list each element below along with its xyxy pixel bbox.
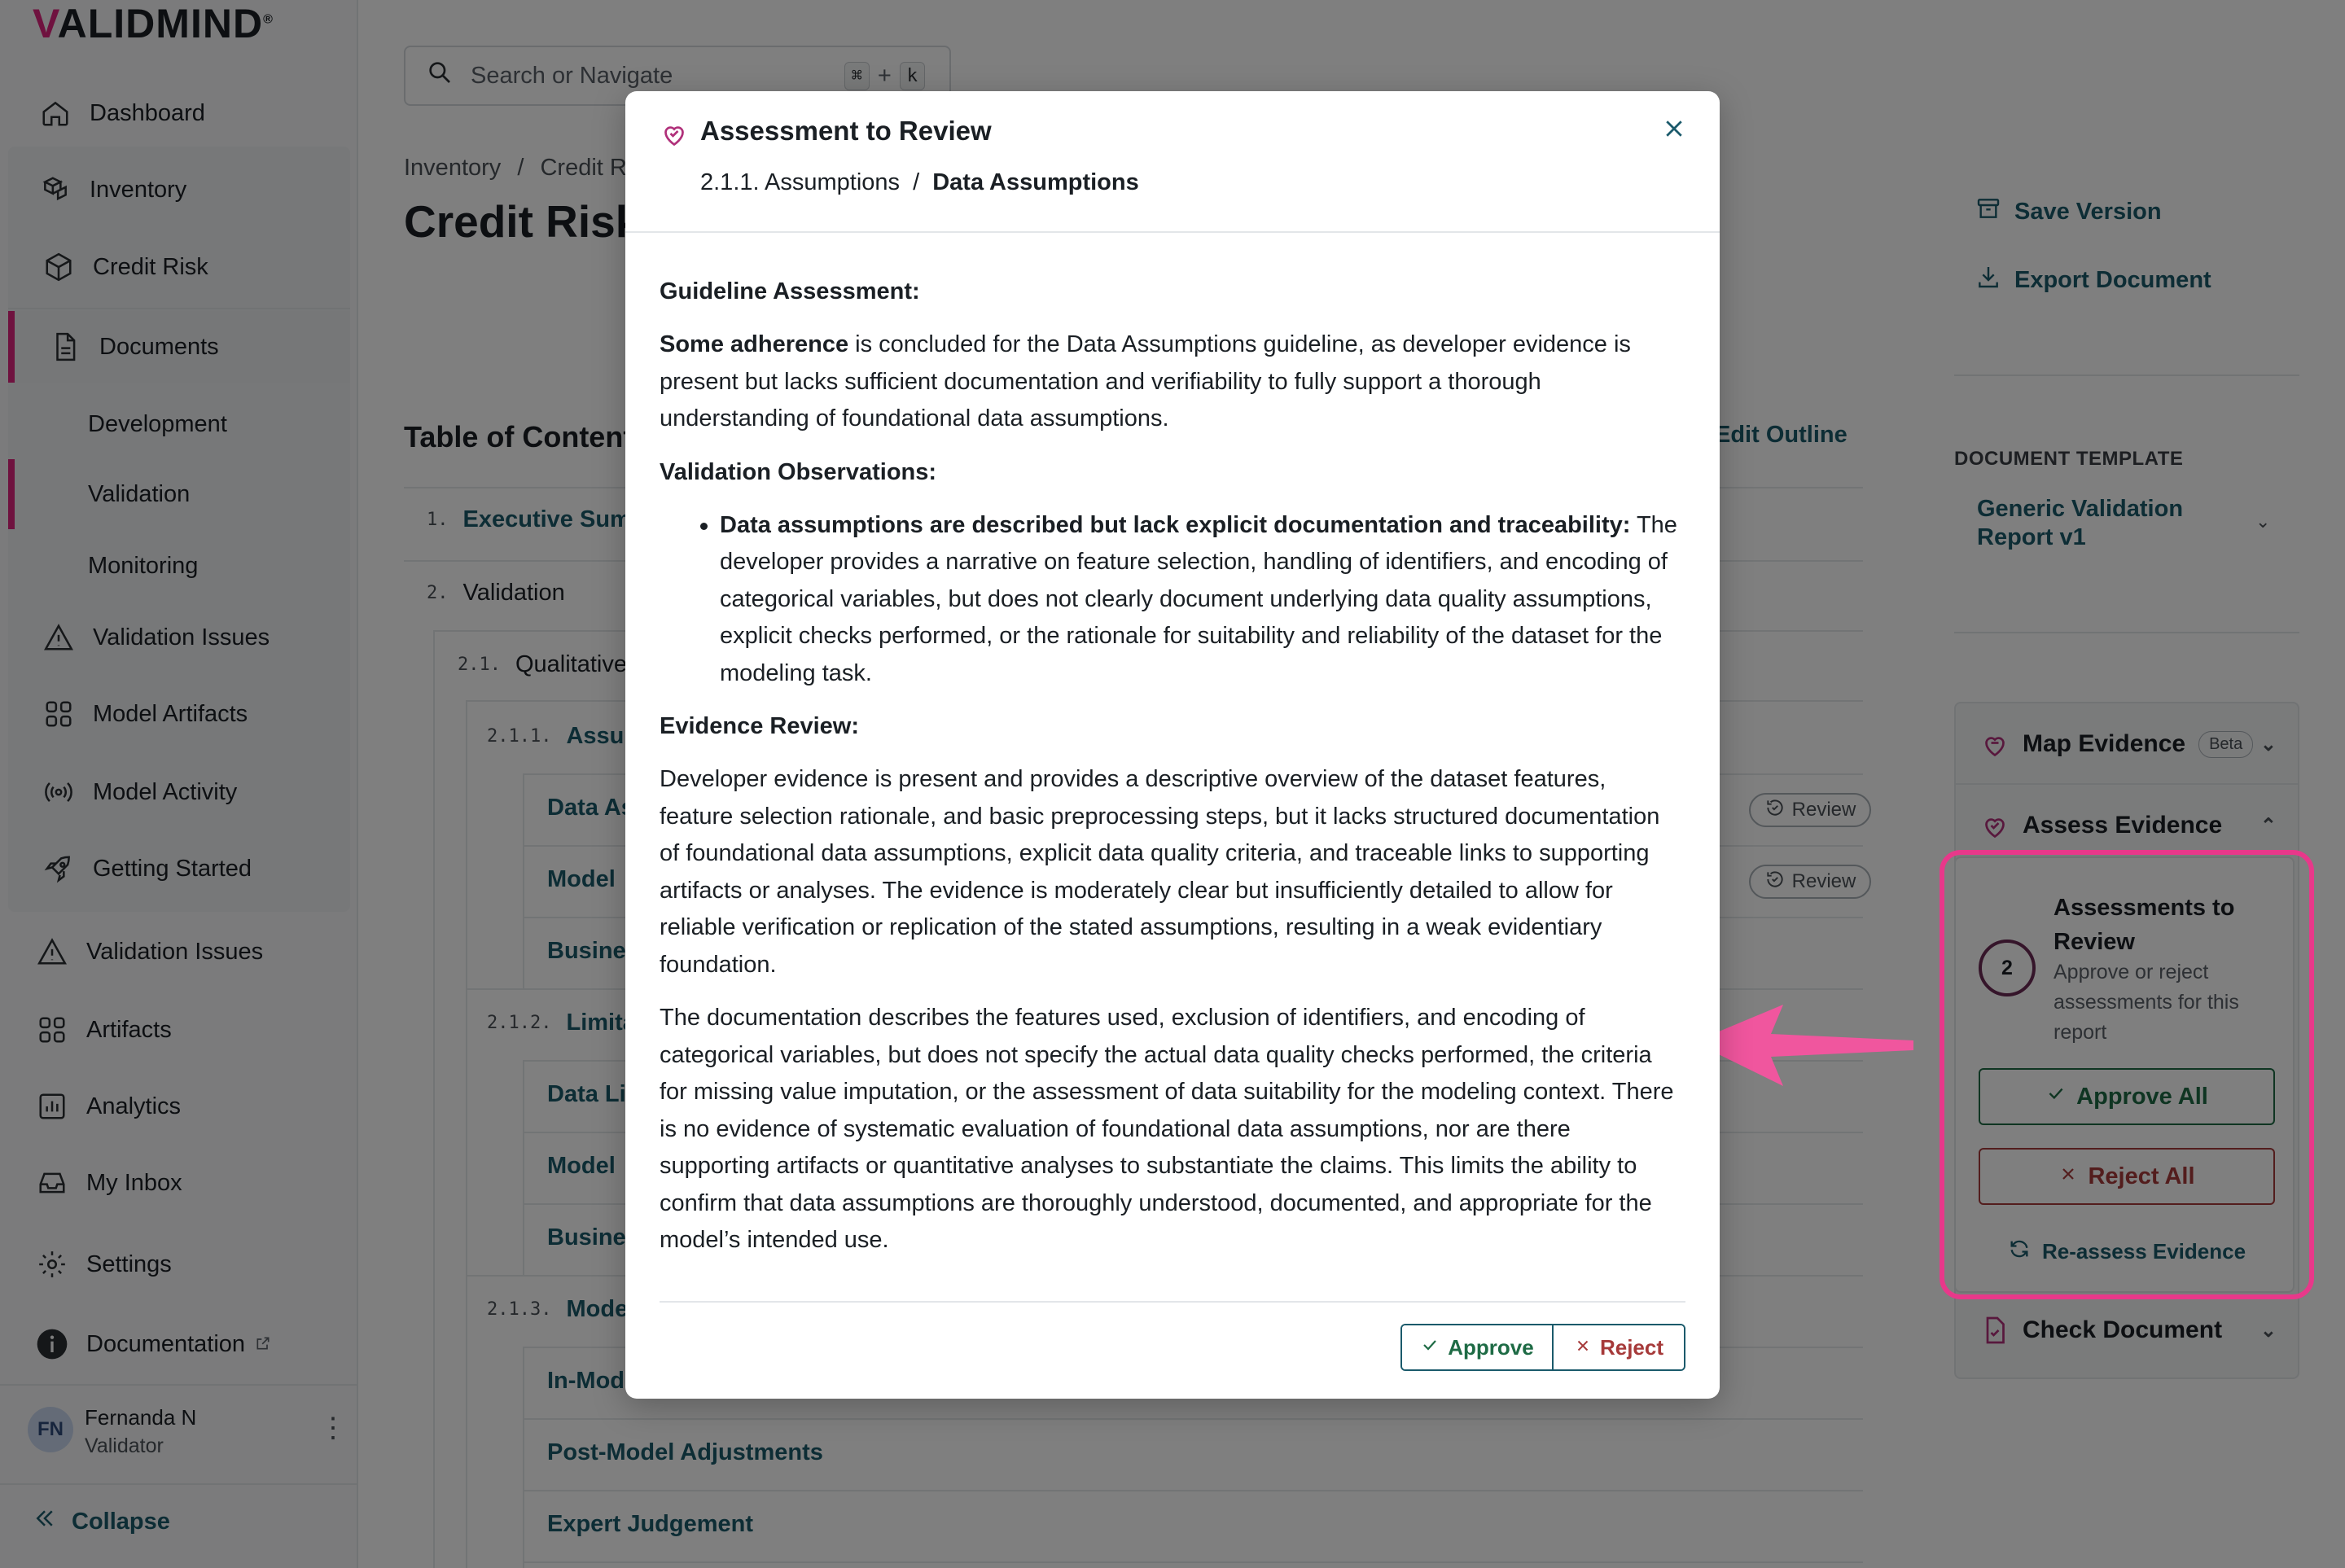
modal-breadcrumb: 2.1.1. Assumptions / Data Assumptions bbox=[700, 169, 1139, 195]
observations-heading: Validation Observations: bbox=[660, 458, 937, 485]
modal-body bbox=[660, 274, 1685, 1276]
observation-item: Data assumptions are described but lack explicit documentation and traceability: The developer provides a narrative on feature selection, handling of identifiers, and encoding of categorical variables, but does not clearly document underlying data quality assumptions, explicit checks performed, or the rationale for suitability and reliability of the dataset for the modeling task. bbox=[720, 507, 1685, 693]
modal-divider bbox=[625, 231, 1720, 233]
guideline-heading: Guideline Assessment: bbox=[660, 278, 920, 304]
observations-list bbox=[660, 507, 1685, 693]
close-icon bbox=[1574, 1335, 1592, 1360]
guideline-paragraph: Some adherence is concluded for the Data Assumptions guideline, as developer evidence is present but lacks sufficient documentation and verifiability to fully support a thorough understanding of foundational data assumptions. bbox=[660, 331, 1631, 431]
evidence-paragraph: The documentation describes the features used, exclusion of identifiers, and encoding of categorical variables, but does not specify the actual data quality checks performed, the criteria for missing value imputation, or the assessment of data suitability for the modeling context. There is no evidence of systematic evaluation of foundational data assumptions, nor are there supporting artifacts or quantitative analyses to substantiate the claims. This limits the ability to confirm that data assumptions are thoroughly understood, documented, and appropriate for the model’s intended use. bbox=[660, 1005, 1674, 1253]
reject-button[interactable]: Reject bbox=[1554, 1325, 1684, 1369]
assess-evidence-icon bbox=[660, 119, 689, 148]
approve-button[interactable]: Approve bbox=[1402, 1325, 1554, 1369]
modal-footer-divider bbox=[660, 1301, 1685, 1303]
arrow-annotation-icon bbox=[1694, 1005, 1913, 1086]
approve-reject-group bbox=[1400, 1324, 1685, 1371]
close-icon[interactable] bbox=[1656, 111, 1692, 147]
assessment-modal bbox=[625, 91, 1720, 1399]
highlight-annotation bbox=[1940, 850, 2314, 1299]
evidence-heading: Evidence Review: bbox=[660, 713, 859, 739]
modal-title: Assessment to Review bbox=[700, 116, 992, 146]
check-icon bbox=[1420, 1335, 1440, 1360]
evidence-paragraph: Developer evidence is present and provides a descriptive overview of the dataset features, feature selection rationale, and basic preprocessing steps, but it lacks structured documentation of foundational data assumptions, explicit data quality criteria, and traceable links to supporting artifacts or analyses. The evidence is moderately clear but insufficiently detailed to allow for reliable verification or replication of the stated assumptions, resulting in a weak evidentiary foundation. bbox=[660, 766, 1660, 978]
